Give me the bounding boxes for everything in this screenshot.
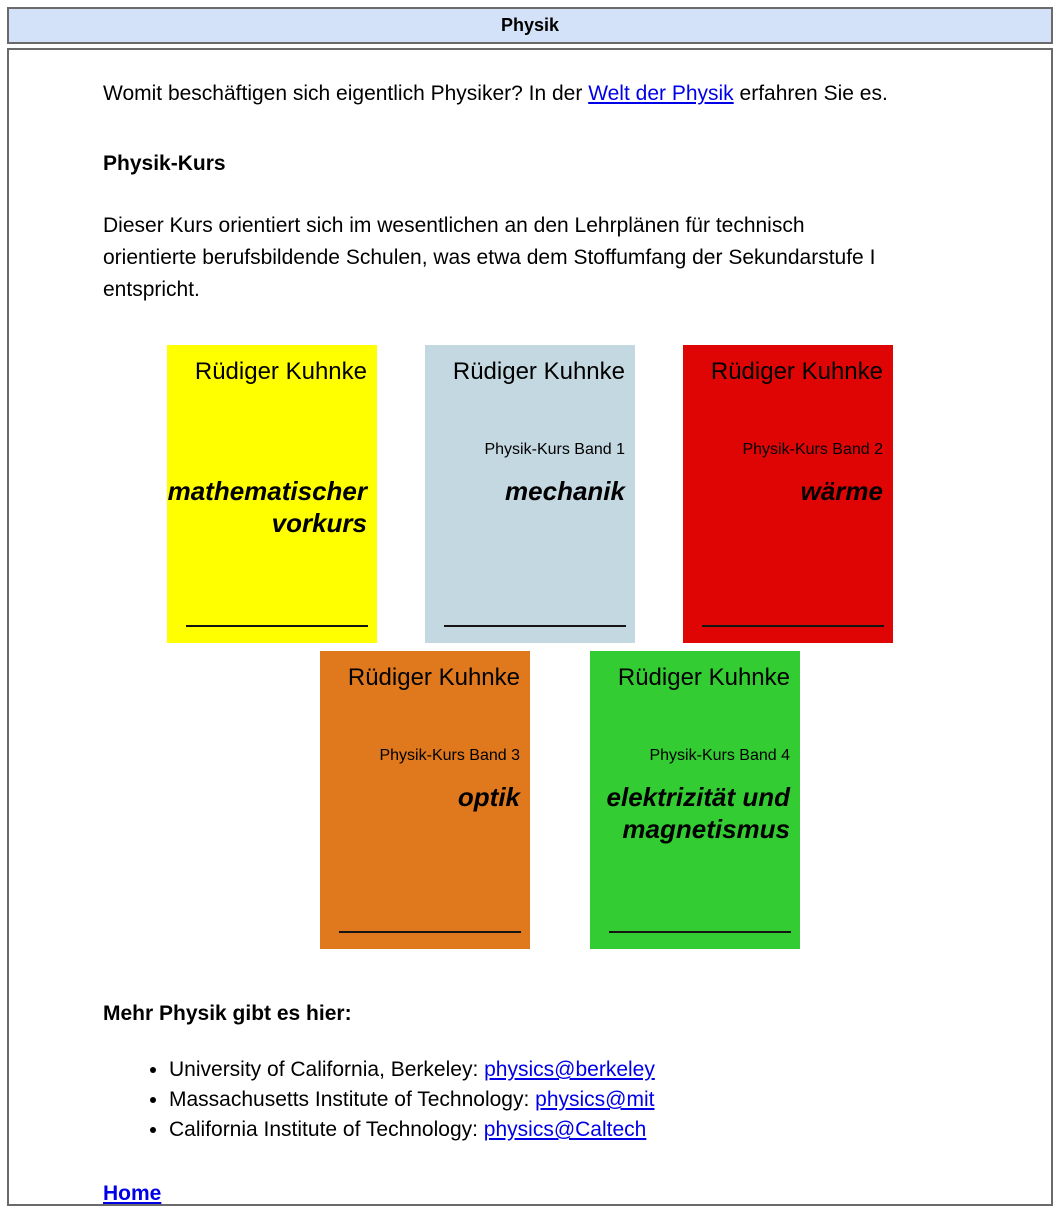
- cover-band-label: Physik-Kurs Band 3: [379, 747, 520, 764]
- cover-title: [168, 475, 367, 539]
- cover-underline: [339, 931, 521, 933]
- cover-title: [458, 781, 520, 813]
- intro-text-pre: Womit beschäftigen sich eigentlich Physiker? In der: [103, 82, 589, 105]
- book-cover-band4-elektrizitaet: [590, 651, 800, 949]
- cover-title-line: magnetismus: [622, 814, 790, 844]
- cover-author: Rüdiger Kuhnke: [452, 358, 625, 385]
- cover-author: Rüdiger Kuhnke: [710, 358, 883, 385]
- course-description-line: entspricht.: [103, 278, 200, 301]
- cover-title: [607, 781, 790, 845]
- external-links-list: [103, 1055, 999, 1145]
- list-item-text: Massachusetts Institute of Technology:: [169, 1088, 536, 1111]
- cover-band-label: Physik-Kurs Band 2: [742, 441, 883, 458]
- book-covers-section: [9, 345, 1051, 949]
- book-cover-band2-waerme: [683, 345, 893, 643]
- list-item: [169, 1055, 999, 1085]
- cover-author: Rüdiger Kuhnke: [347, 664, 520, 691]
- page-header: [7, 7, 1053, 44]
- course-description-line: Dieser Kurs orientiert sich im wesentlichen an den Lehrplänen für technisch: [103, 214, 805, 237]
- caltech-link[interactable]: physics@Caltech: [483, 1118, 647, 1141]
- cover-underline: [186, 625, 368, 627]
- list-item-text: California Institute of Technology:: [169, 1118, 484, 1141]
- intro-text-post: erfahren Sie es.: [733, 82, 888, 105]
- mit-link[interactable]: physics@mit: [535, 1088, 655, 1111]
- book-cover-band3-optik: [320, 651, 530, 949]
- main-content: [7, 48, 1053, 1206]
- cover-band-label: Physik-Kurs Band 1: [484, 441, 625, 458]
- course-description-line: orientierte berufsbildende Schulen, was etwa dem Stoffumfang der Sekundarstufe I: [103, 246, 876, 269]
- more-physik-heading: Mehr Physik gibt es hier:: [103, 1002, 352, 1025]
- footer: [103, 1183, 999, 1205]
- cover-underline: [444, 625, 626, 627]
- list-item-text: University of California, Berkeley:: [169, 1058, 485, 1081]
- book-cover-mathematischer-vorkurs: [167, 345, 377, 643]
- list-item: [169, 1085, 999, 1115]
- berkeley-link[interactable]: physics@berkeley: [484, 1058, 655, 1081]
- cover-author: Rüdiger Kuhnke: [617, 664, 790, 691]
- cover-title-line: wärme: [800, 476, 883, 506]
- cover-underline: [702, 625, 884, 627]
- course-description: [103, 210, 999, 306]
- cover-title-line: mechanik: [505, 476, 625, 506]
- cover-title-line: mathematischer: [167, 476, 367, 506]
- cover-title-line: elektrizität und: [606, 782, 790, 812]
- covers-row-1: [9, 345, 1051, 643]
- cover-author: Rüdiger Kuhnke: [194, 358, 367, 385]
- list-item: [169, 1115, 999, 1145]
- welt-der-physik-link[interactable]: Welt der Physik: [588, 82, 734, 105]
- physik-kurs-heading: Physik-Kurs: [103, 152, 226, 175]
- cover-underline: [609, 931, 791, 933]
- page-title: Physik: [500, 15, 560, 35]
- intro-paragraph: [103, 78, 999, 110]
- cover-band-label: Physik-Kurs Band 4: [649, 747, 790, 764]
- cover-title: [505, 475, 625, 507]
- home-link[interactable]: Home: [103, 1182, 162, 1205]
- covers-row-2: [39, 651, 1053, 949]
- cover-title-line: optik: [457, 782, 520, 812]
- cover-title-line: vorkurs: [271, 508, 367, 538]
- cover-title: [801, 475, 883, 507]
- book-cover-band1-mechanik: [425, 345, 635, 643]
